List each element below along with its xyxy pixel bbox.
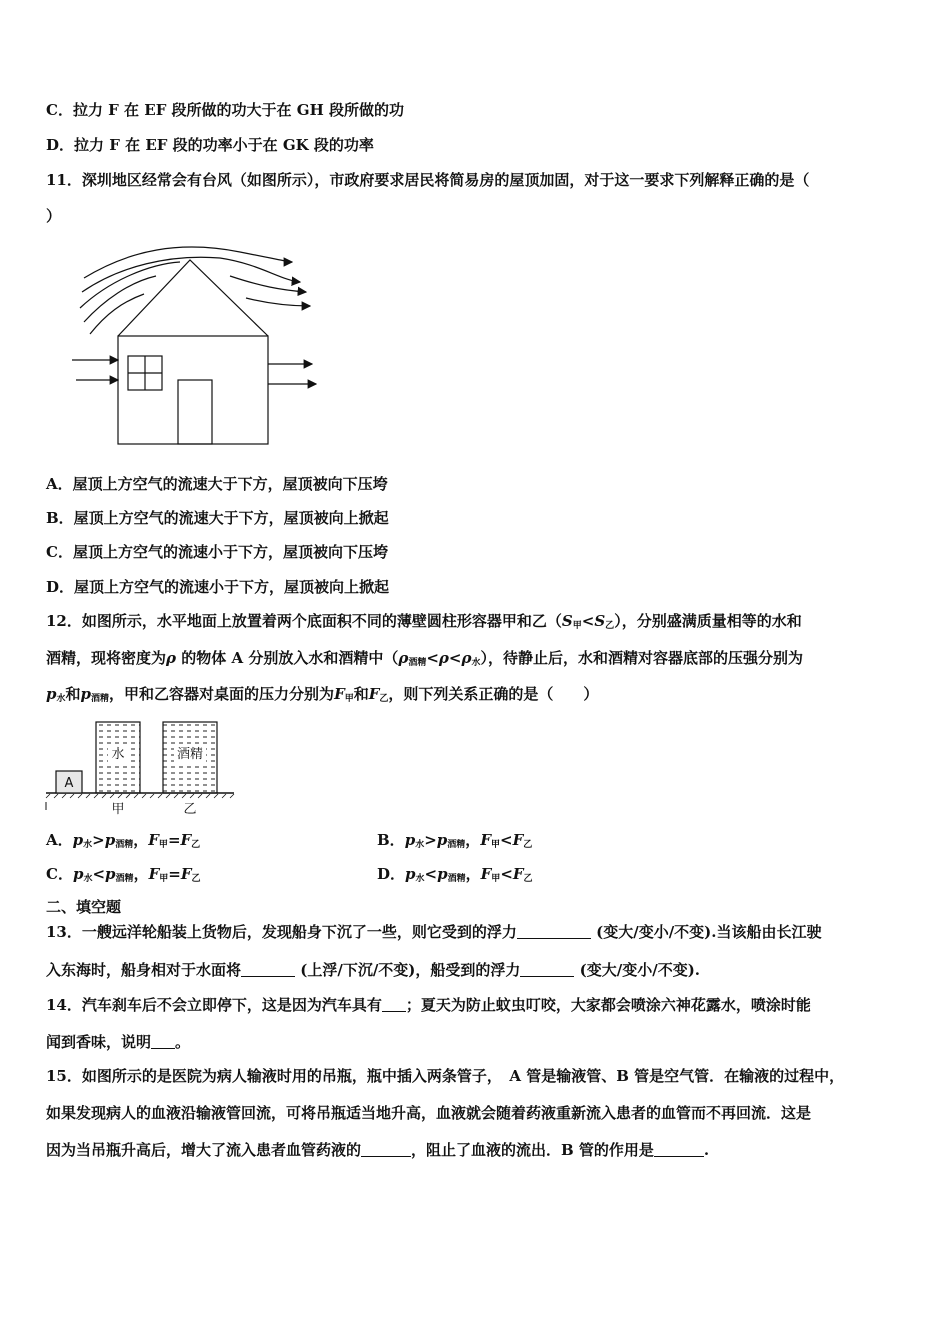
q13-line2: 入东海时，船身相对于水面将 (上浮/下沉/不变)，船受到的浮力 (变大/变小/不变). [46,961,701,979]
section-title: 二、填空题 [46,898,122,916]
wind-curve [80,262,306,308]
q11-stem-end: ） [46,207,62,225]
answer-blank[interactable] [520,962,574,977]
answer-blank[interactable] [361,1142,411,1157]
house-wind-figure [60,230,330,452]
containers-figure [42,716,242,820]
q10-option-c: C．拉力 F 在 EF 段所做的功大于在 GH 段所做的功 [46,101,404,119]
q13-line1: 13．一艘远洋轮船装上货物后，发现船身下沉了一些，则它受到的浮力 (变大/变小/不变).当该船由长江驶 [46,923,822,941]
q11-stem: 11．深圳地区经常会有台风（如图所示），市政府要求居民将简易房的屋顶加固，对于这一要求下列解释正确的是（ [46,171,810,189]
q11-option-b: B．屋顶上方空气的流速大于下方，屋顶被向上掀起 [46,509,389,527]
q12-stem-line2: 酒精，现将密度为ρ 的物体 A 分别放入水和酒精中$(\rho_{酒精}<\rho<\rho_水)$，待静止后，水和酒精对容器底部的压强分别为 [46,649,803,668]
answer-blank[interactable] [151,1034,175,1049]
q12-option-d: D．$p_水<p_{酒精}$，$F_甲<F_乙$ [377,865,533,884]
answer-blank[interactable] [241,962,295,977]
q11-option-d: D．屋顶上方空气的流速小于下方，屋顶被向上掀起 [46,578,390,596]
block-a-label: A [64,776,74,791]
water-label: 水 [111,747,125,762]
q15-line2: 如果发现病人的血液沿输液管回流，可将吊瓶适当地升高，血液就会随着药液重新流入患者的血管而不再回流．这是 [46,1104,812,1122]
q12-option-b: B．$p_水>p_{酒精}$，$F_甲<F_乙$ [377,831,533,850]
q10-option-d: D．拉力 F 在 EF 段的功率小于在 GK 段的功率 [46,136,374,154]
container-yi-label: 乙 [183,802,197,817]
alcohol-label: 酒精 [176,747,204,762]
door [178,380,212,444]
q15-line3: 因为当吊瓶升高后，增大了流入患者血管药液的 ，阻止了血液的流出．B 管的作用是 . [46,1141,710,1159]
q12-stem-line3: $p_水$和$p_{酒精}$，甲和乙容器对桌面的压力分别为$F_甲$和$F_乙$，则下列关系正确的是（ ） [46,685,599,704]
q12-stem-line1: 12．如图所示，水平地面上放置着两个底面积不同的薄壁圆柱形容器甲和乙$(S_甲<S_乙)$，分别盛满质量相等的水和 [46,612,802,631]
container-jia-label: 甲 [111,802,125,817]
q11-option-a: A．屋顶上方空气的流速大于下方，屋顶被向下压垮 [46,475,388,493]
q14-line1: 14．汽车刹车后不会立即停下，这是因为汽车具有 ；夏天为防止蚊虫叮咬，大家都会喷涂六神花露水，喷涂时能 [46,996,811,1014]
q11-option-c: C．屋顶上方空气的流速小于下方，屋顶被向下压垮 [46,543,388,561]
q12-option-a: A．$p_水>p_{酒精}$，$F_甲=F_乙$ [46,831,201,850]
q14-line2: 闻到香味，说明 。 [46,1033,191,1051]
wind-curve [90,294,144,334]
answer-blank[interactable] [517,924,591,939]
q12-option-c: C．$p_水<p_{酒精}$，$F_甲=F_乙$ [46,865,201,884]
answer-blank[interactable] [654,1142,704,1157]
q15-line1: 15．如图所示的是医院为病人输液时用的吊瓶，瓶中插入两条管子， A 管是输液管、B 管是空气管．在输液的过程中， [46,1067,845,1085]
wind-curve [84,276,310,322]
answer-blank[interactable] [382,997,406,1012]
